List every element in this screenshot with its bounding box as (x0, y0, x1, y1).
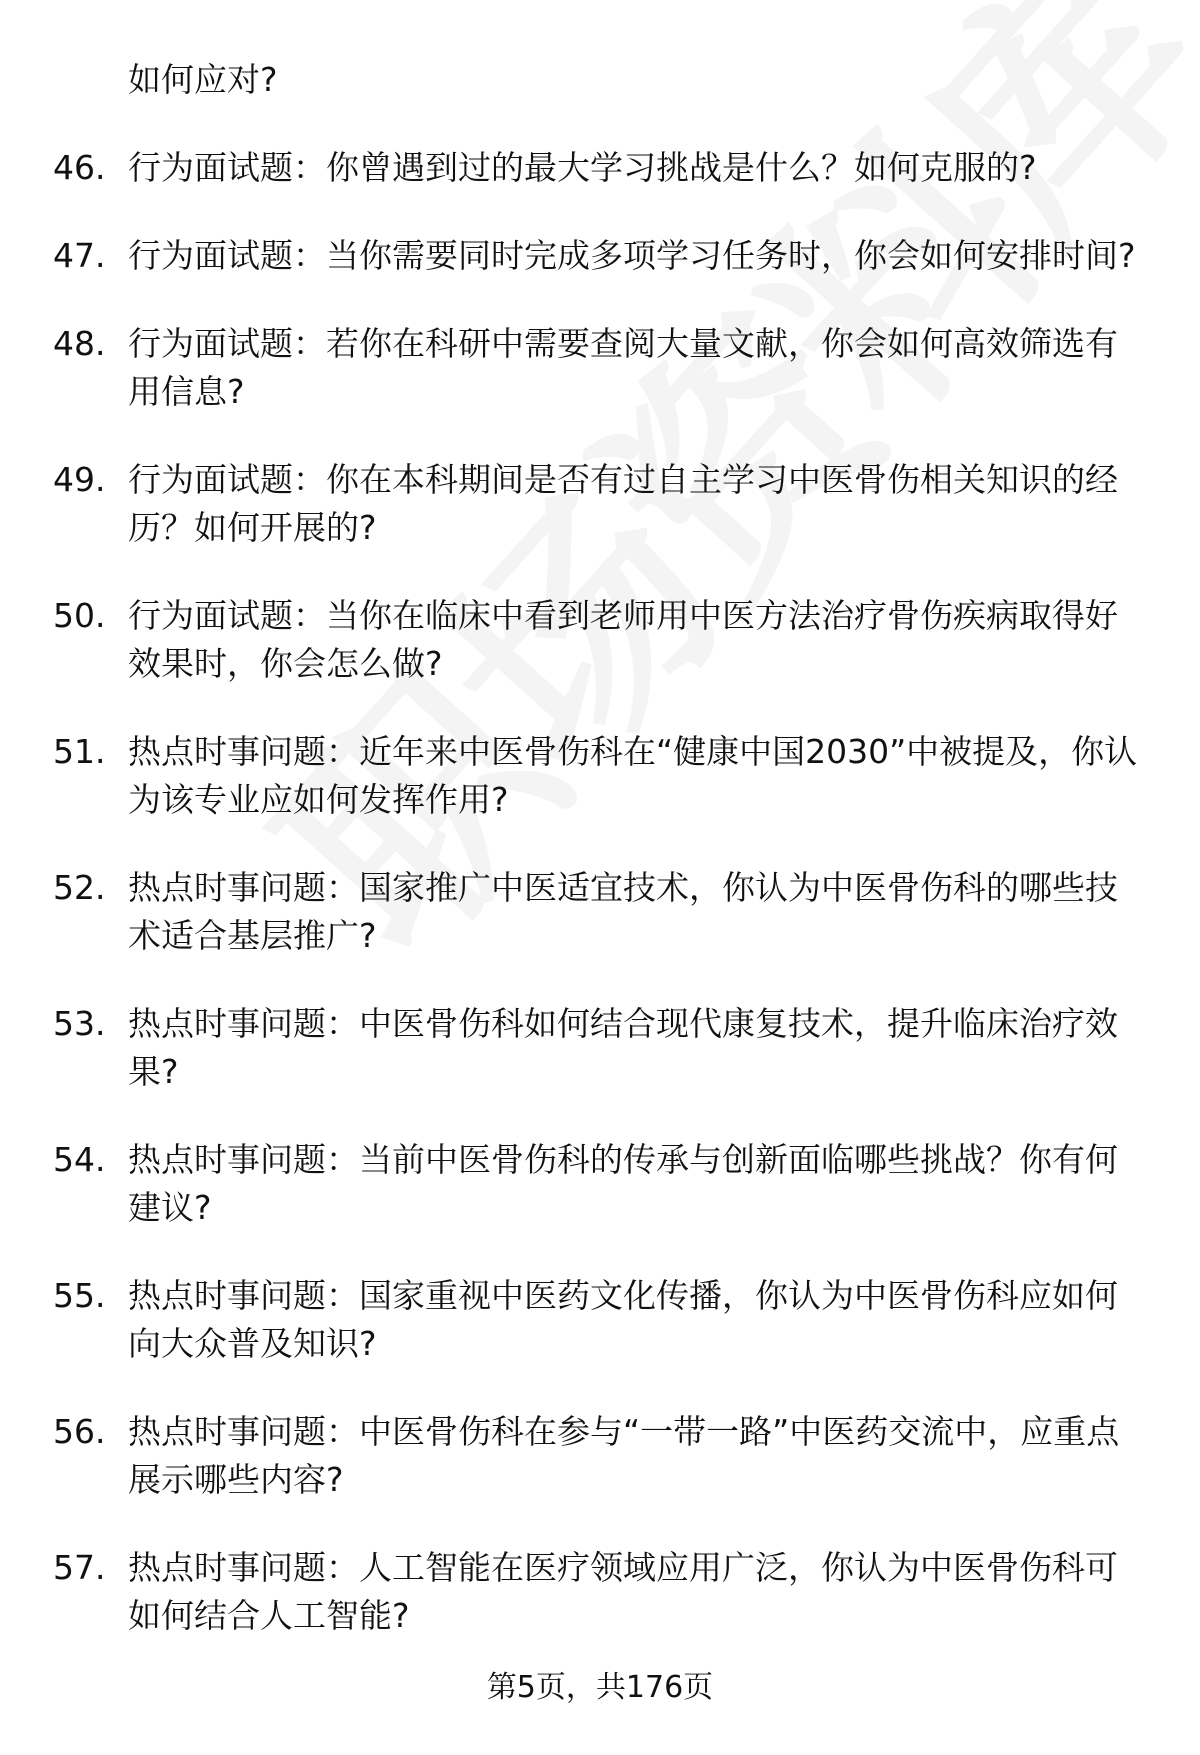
item-number: 50. (53, 596, 106, 635)
list-item (53, 320, 1143, 416)
item-number: 49. (53, 460, 106, 499)
item-text: 行为面试题：当你需要同时完成多项学习任务时，你会如何安排时间? (128, 236, 1136, 275)
item-number: 56. (53, 1412, 106, 1451)
list-item (53, 144, 1143, 192)
item-text: 热点时事问题：人工智能在医疗领域应用广泛，你认为中医骨伤科可如何结合人工智能? (128, 1548, 1118, 1635)
list-item (53, 1544, 1143, 1640)
item-text: 行为面试题：当你在临床中看到老师用中医方法治疗骨伤疾病取得好效果时，你会怎么做? (128, 596, 1118, 683)
item-number: 54. (53, 1140, 106, 1179)
item-text: 热点时事问题：国家推广中医适宜技术，你认为中医骨伤科的哪些技术适合基层推广? (128, 868, 1118, 955)
item-text: 热点时事问题：中医骨伤科在参与“一带一路”中医药交流中，应重点展示哪些内容? (128, 1412, 1120, 1499)
list-item (53, 728, 1143, 824)
item-number: 53. (53, 1004, 106, 1043)
item-text: 热点时事问题：中医骨伤科如何结合现代康复技术，提升临床治疗效果? (128, 1004, 1118, 1091)
list-item (53, 1272, 1143, 1368)
list-item (53, 456, 1143, 552)
item-number: 52. (53, 868, 106, 907)
list-item (53, 592, 1143, 688)
item-number: 51. (53, 732, 106, 771)
item-number: 47. (53, 236, 106, 275)
item-text: 热点时事问题：当前中医骨伤科的传承与创新面临哪些挑战？你有何建议? (128, 1140, 1118, 1227)
item-number: 55. (53, 1276, 106, 1315)
list-item (53, 1408, 1143, 1504)
item-text: 热点时事问题：近年来中医骨伤科在“健康中国2030”中被提及，你认为该专业应如何发挥作用? (128, 732, 1138, 819)
item-text: 行为面试题：你在本科期间是否有过自主学习中医骨伤相关知识的经历？如何开展的? (128, 460, 1118, 547)
list-item (53, 1000, 1143, 1096)
item-number: 48. (53, 324, 106, 363)
question-list (53, 56, 1143, 1680)
list-item (53, 1136, 1143, 1232)
item-text: 热点时事问题：国家重视中医药文化传播，你认为中医骨伤科应如何向大众普及知识? (128, 1276, 1118, 1363)
continuation-line: 如何应对? (128, 60, 278, 99)
item-number: 57. (53, 1548, 106, 1587)
page-footer: 第5页，共176页 (486, 1670, 714, 1705)
list-item (53, 232, 1143, 280)
item-number: 46. (53, 148, 106, 187)
list-item (53, 864, 1143, 960)
item-text: 行为面试题：你曾遇到过的最大学习挑战是什么？如何克服的? (128, 148, 1037, 187)
item-text: 行为面试题：若你在科研中需要查阅大量文献，你会如何高效筛选有用信息? (128, 324, 1118, 411)
